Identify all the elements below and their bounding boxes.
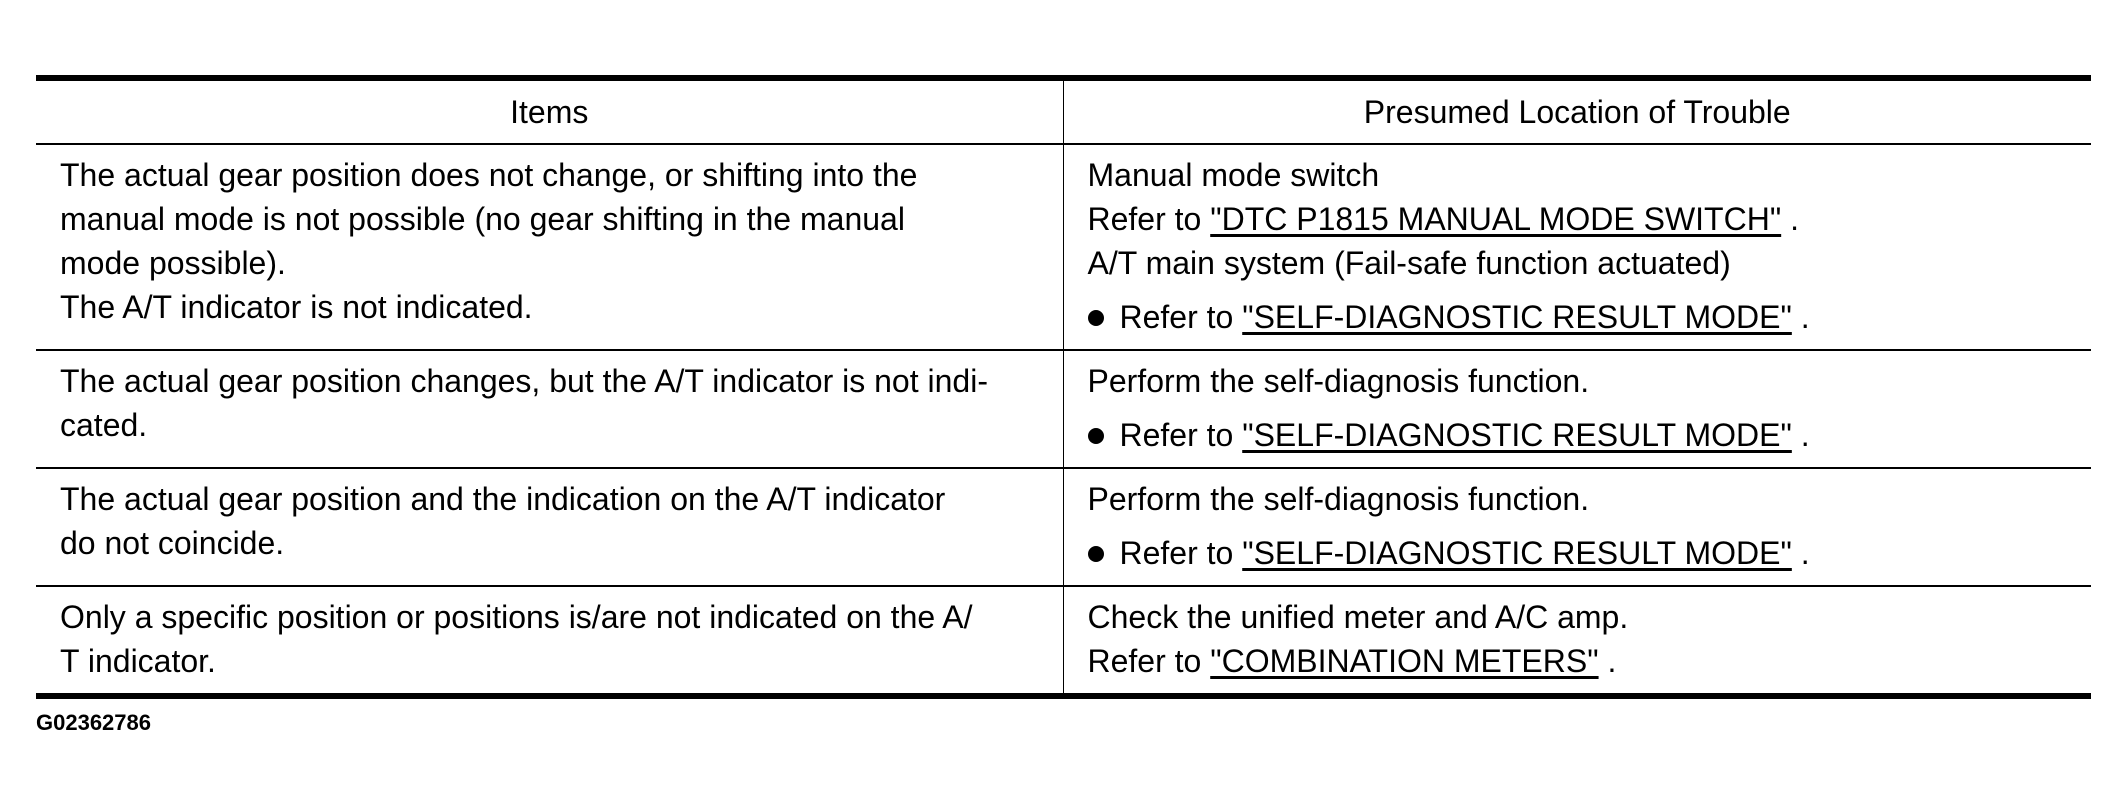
bullet-reference-line	[1088, 295, 2068, 339]
period-text: .	[1598, 643, 1617, 679]
table-row	[36, 144, 2091, 350]
refer-to-text: Refer to	[1119, 535, 1243, 571]
table-row	[36, 468, 2091, 586]
symptom-line: manual mode is not possible (no gear shifting in the manual	[60, 201, 905, 237]
location-line: Perform the self-diagnosis function.	[1087, 481, 1590, 517]
table-row	[36, 350, 2091, 468]
period-text: .	[1781, 201, 1799, 237]
location-cell	[1063, 144, 2091, 350]
items-column-header: Items	[36, 78, 1063, 144]
location-line: Perform the self-diagnosis function.	[1087, 363, 1590, 399]
symptom-line: The actual gear position and the indication on the A/T indicator	[60, 481, 946, 517]
location-line: Check the unified meter and A/C amp.	[1087, 599, 1629, 635]
bullet-icon	[1088, 310, 1104, 326]
symptom-line: mode possible).	[60, 245, 286, 281]
dtc-p1815-manual-mode-switch-link[interactable]: "DTC P1815 MANUAL MODE SWITCH"	[1210, 201, 1782, 237]
refer-to-text: Refer to	[1119, 299, 1243, 335]
refer-to-text: Refer to	[1087, 643, 1211, 679]
self-diagnostic-result-mode-link[interactable]: "SELF-DIAGNOSTIC RESULT MODE"	[1242, 299, 1792, 335]
symptom-line: The A/T indicator is not indicated.	[60, 289, 533, 325]
bullet-reference-line	[1088, 413, 2068, 457]
symptom-cell	[36, 468, 1063, 586]
figure-code: G02362786	[36, 710, 151, 735]
table-row	[36, 586, 2091, 696]
symptom-line: do not coincide.	[60, 525, 285, 561]
period-text: .	[1791, 535, 1810, 571]
location-line: A/T main system (Fail-safe function actuated)	[1087, 245, 1731, 281]
location-line: Manual mode switch	[1087, 157, 1380, 193]
symptom-line: Only a specific position or positions is/are not indicated on the A/	[60, 599, 973, 635]
location-column-header: Presumed Location of Trouble	[1063, 78, 2091, 144]
period-text: .	[1791, 299, 1810, 335]
table-header-row	[36, 78, 2091, 144]
symptom-line: T indicator.	[60, 643, 216, 679]
period-text: .	[1791, 417, 1810, 453]
refer-to-text: Refer to	[1119, 417, 1243, 453]
reference-line	[1088, 197, 2068, 241]
refer-to-text: Refer to	[1087, 201, 1211, 237]
symptom-cell	[36, 144, 1063, 350]
trouble-diagnosis-table-container	[36, 75, 2091, 699]
trouble-diagnosis-table	[36, 75, 2091, 699]
reference-line	[1088, 639, 2068, 683]
bullet-icon	[1088, 428, 1104, 444]
location-cell	[1063, 350, 2091, 468]
self-diagnostic-result-mode-link[interactable]: "SELF-DIAGNOSTIC RESULT MODE"	[1242, 535, 1792, 571]
bullet-reference-line	[1088, 531, 2068, 575]
self-diagnostic-result-mode-link[interactable]: "SELF-DIAGNOSTIC RESULT MODE"	[1242, 417, 1792, 453]
combination-meters-link[interactable]: "COMBINATION METERS"	[1210, 643, 1599, 679]
symptom-line: The actual gear position changes, but the A/T indicator is not indi-	[60, 363, 988, 399]
symptom-line: cated.	[60, 407, 148, 443]
symptom-cell	[36, 586, 1063, 696]
symptom-cell	[36, 350, 1063, 468]
bullet-icon	[1088, 546, 1104, 562]
location-cell	[1063, 586, 2091, 696]
location-cell	[1063, 468, 2091, 586]
symptom-line: The actual gear position does not change, or shifting into the	[60, 157, 918, 193]
